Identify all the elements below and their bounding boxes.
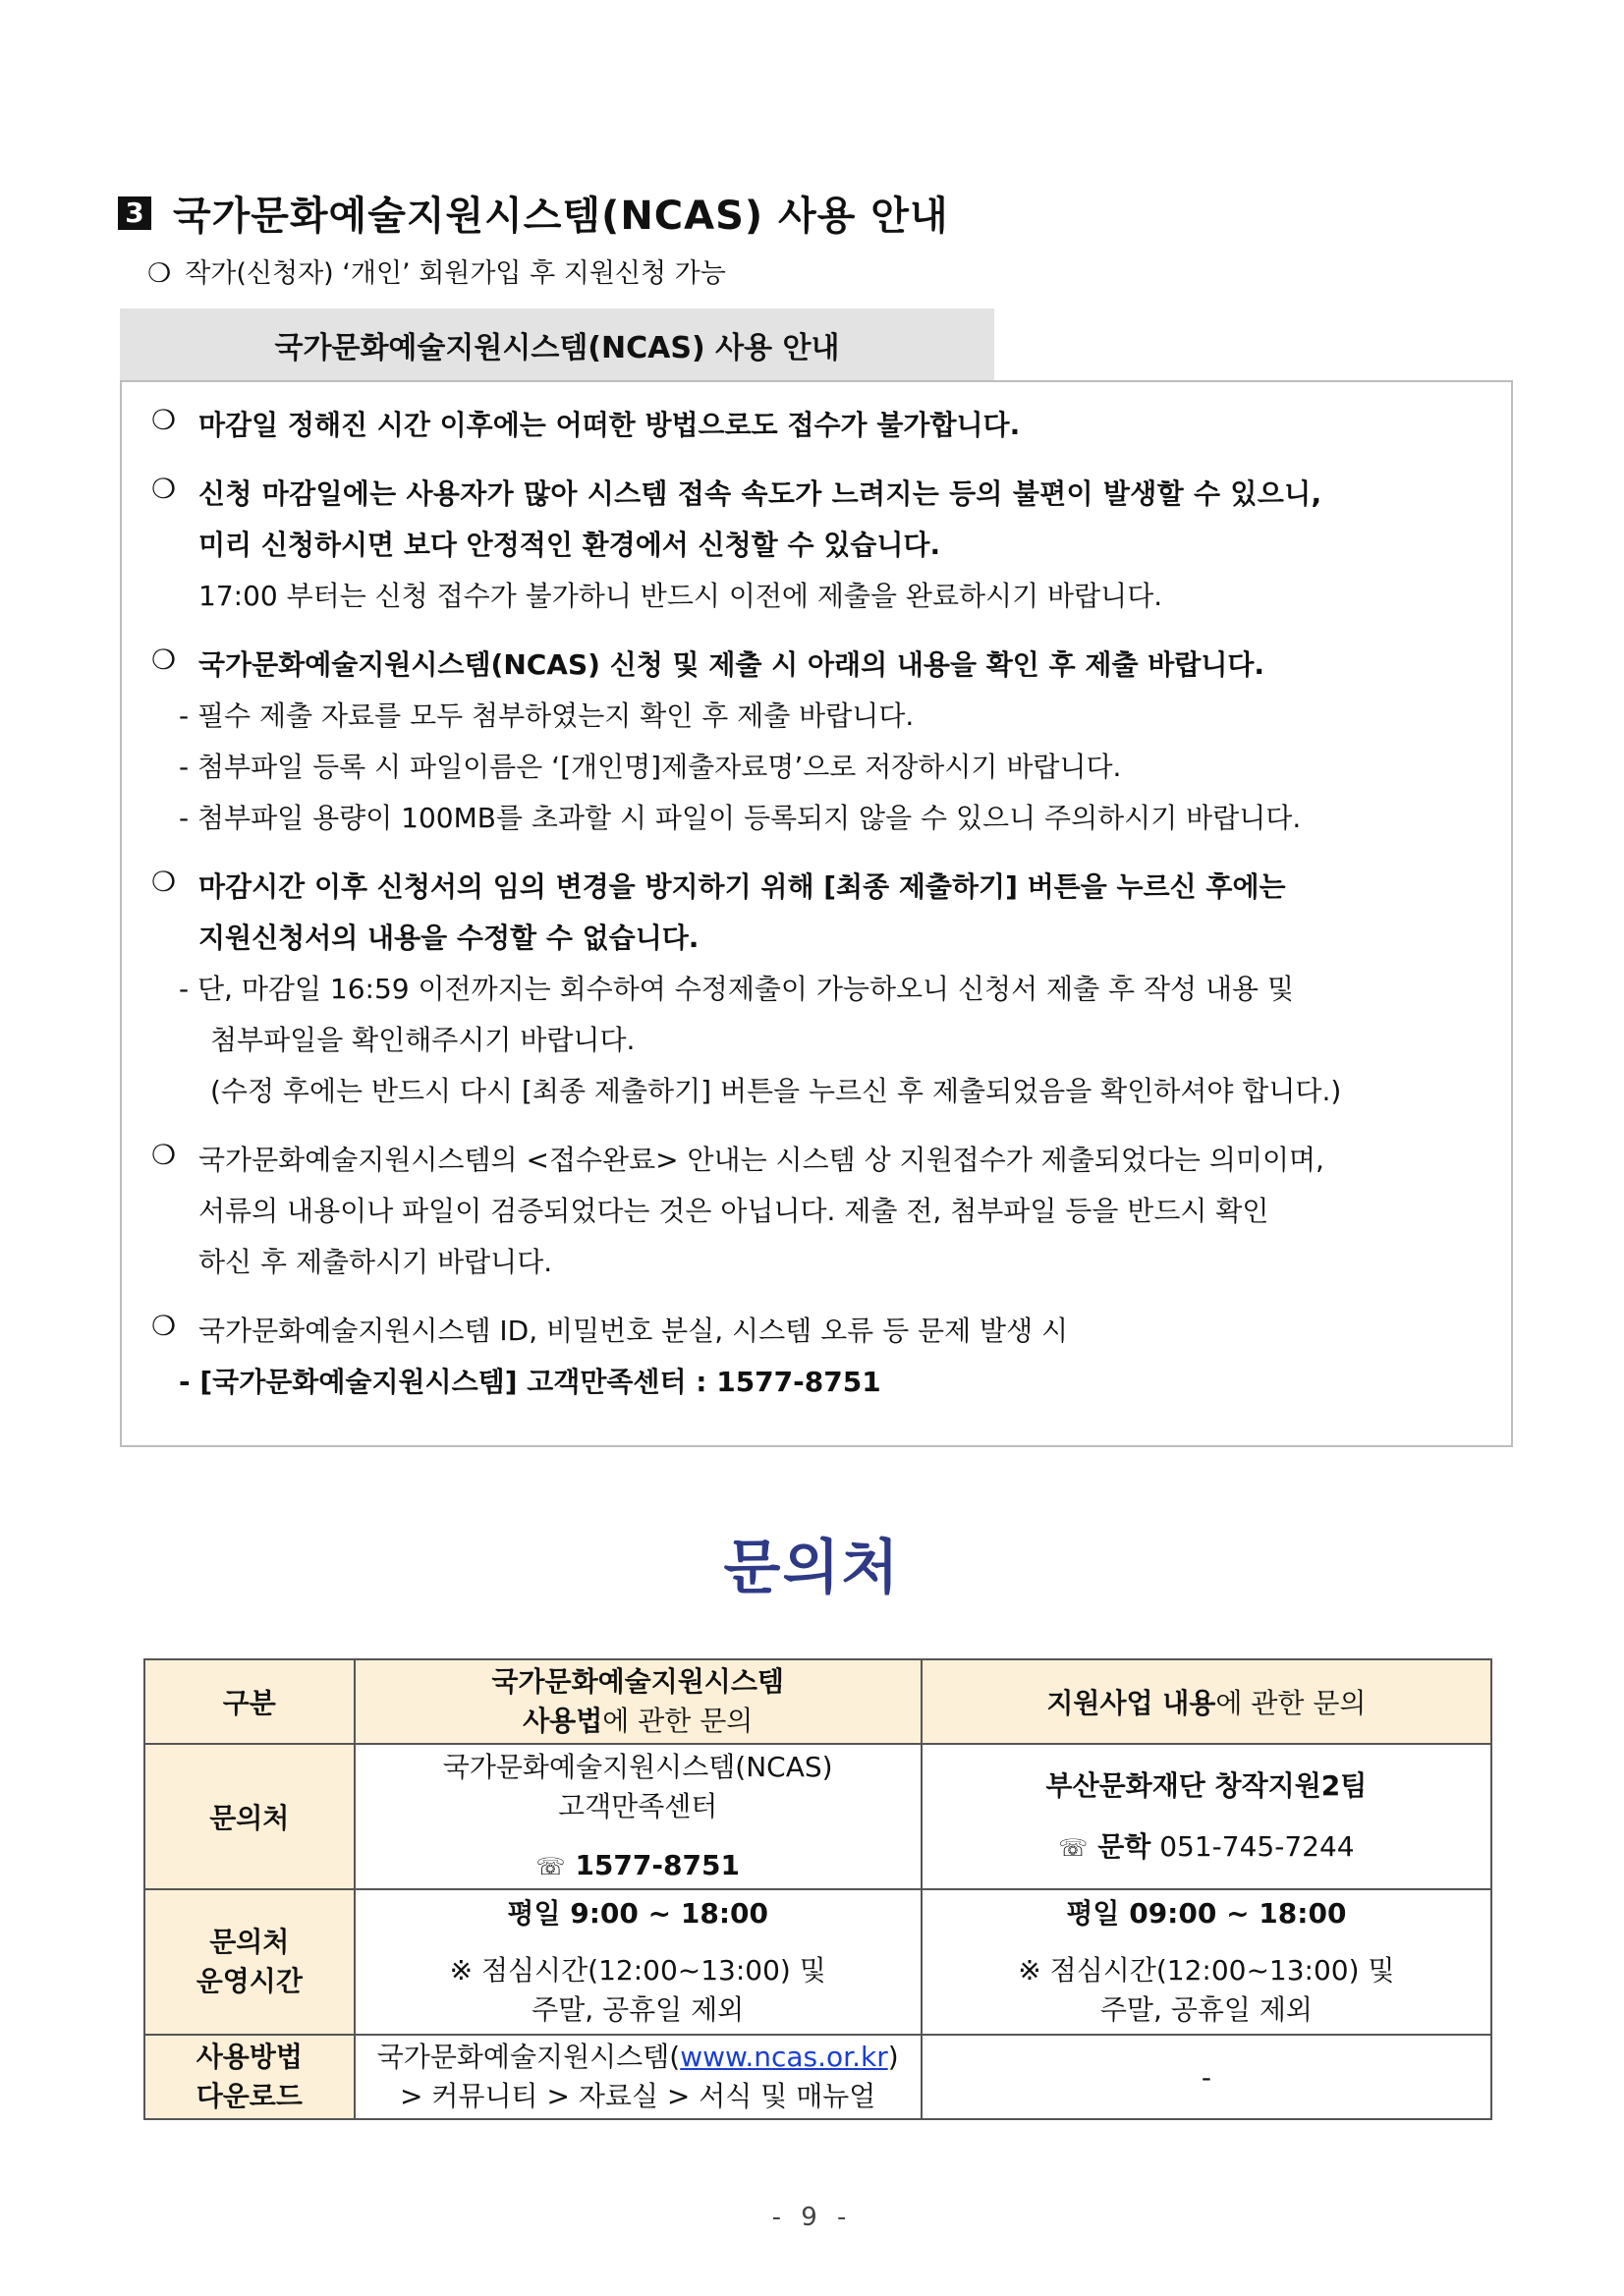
- row-label-contact: 문의처: [144, 1744, 355, 1889]
- notice-p2-line1: 신청 마감일에는 사용자가 많아 시스템 접속 속도가 느려지는 등의 불편이 발생할 수 있으니,: [198, 477, 1322, 510]
- notice-p6: 국가문화예술지원시스템 ID, 비밀번호 분실, 시스템 오류 등 문제 발생 시: [198, 1315, 1069, 1347]
- ncas-hours-cell: 평일 9:00 ~ 18:00 ※ 점심시간(12:00~13:00) 및 주말, 공휴일 제외: [355, 1889, 922, 2035]
- phone-icon: ☏: [1058, 1833, 1089, 1862]
- table-row: [144, 2035, 1491, 2119]
- section-heading: [118, 185, 949, 241]
- circle-bullet-icon: ❍: [151, 866, 177, 898]
- notice-p5-line3: 하신 후 제출하시기 바랍니다.: [198, 1246, 553, 1278]
- ncas-manual-cell: 국가문화예술지원시스템(www.ncas.or.kr) > 커뮤니티 > 자료실 > 서식 및 매뉴얼: [355, 2035, 922, 2119]
- notice-p3-sub2: - 첨부파일 등록 시 파일이름은 ‘[개인명]제출자료명’으로 저장하시기 바랍니다.: [179, 751, 1122, 783]
- circle-bullet-icon: ❍: [147, 258, 172, 289]
- notice-p2-line2: 미리 신청하시면 보다 안정적인 환경에서 신청할 수 있습니다.: [198, 529, 941, 561]
- circle-bullet-icon: ❍: [151, 404, 177, 436]
- table-row: [144, 1889, 1491, 2035]
- notice-p4-sub1: - 단, 마감일 16:59 이전까지는 회수하여 수정제출이 가능하오니 신청서 제출 후 작성 내용 및: [179, 973, 1295, 1005]
- ncas-website-link[interactable]: www.ncas.or.kr: [680, 2041, 888, 2073]
- notice-p2-line3: 17:00 부터는 신청 접수가 불가하니 반드시 이전에 제출을 완료하시기 바랍니다.: [198, 580, 1163, 612]
- phone-icon: ☏: [535, 1852, 566, 1880]
- notice-tab-title: 국가문화예술지원시스템(NCAS) 사용 안내: [120, 308, 994, 381]
- header-category: 구분: [144, 1659, 355, 1744]
- page-number: - 9 -: [771, 2203, 853, 2232]
- section-subnote: ❍ 작가(신청자) ‘개인’ 회원가입 후 지원신청 가능: [147, 258, 726, 289]
- contact-title: 문의처: [723, 1534, 901, 1602]
- section-title: 국가문화예술지원시스템(NCAS) 사용 안내: [173, 194, 949, 239]
- circle-bullet-icon: ❍: [151, 473, 177, 505]
- contact-table: [143, 1658, 1492, 2120]
- busan-hours-cell: 평일 09:00 ~ 18:00 ※ 점심시간(12:00~13:00) 및 주말, 공휴일 제외: [922, 1889, 1491, 2035]
- header-program-content: 지원사업 내용에 관한 문의: [922, 1659, 1491, 1744]
- notice-p3-sub1: - 필수 제출 자료를 모두 첨부하였는지 확인 후 제출 바랍니다.: [179, 700, 915, 732]
- notice-box: [120, 380, 1513, 1447]
- circle-bullet-icon: ❍: [151, 1139, 177, 1171]
- circle-bullet-icon: ❍: [151, 1310, 177, 1342]
- notice-p5-line2: 서류의 내용이나 파일이 검증되었다는 것은 아닙니다. 제출 전, 첨부파일 등을 반드시 확인: [198, 1195, 1269, 1227]
- notice-p4-line2: 지원신청서의 내용을 수정할 수 없습니다.: [198, 922, 700, 954]
- circle-bullet-icon: ❍: [151, 644, 177, 676]
- notice-p3: 국가문화예술지원시스템(NCAS) 신청 및 제출 시 아래의 내용을 확인 후 제출 바랍니다.: [198, 648, 1265, 681]
- notice-p4-sub3: (수정 후에는 반드시 다시 [최종 제출하기] 버튼을 누르신 후 제출되었음을 확인하셔야 합니다.): [210, 1075, 1342, 1107]
- notice-p3-sub3: - 첨부파일 용량이 100MB를 초과할 시 파일이 등록되지 않을 수 있으니 주의하시기 바랍니다.: [179, 802, 1302, 834]
- notice-p5-line1: 국가문화예술지원시스템의 <접수완료> 안내는 시스템 상 지원접수가 제출되었다는 의미이며,: [198, 1144, 1324, 1176]
- notice-p6-sub: - [국가문화예술지원시스템] 고객만족센터 : 1577-8751: [179, 1366, 881, 1398]
- notice-p1: 마감일 정해진 시간 이후에는 어떠한 방법으로도 접수가 불가합니다.: [198, 409, 1021, 441]
- row-label-hours: 문의처 운영시간: [144, 1889, 355, 2035]
- notice-p4-sub2: 첨부파일을 확인해주시기 바랍니다.: [210, 1024, 636, 1056]
- header-ncas-usage: 국가문화예술지원시스템 사용법에 관한 문의: [355, 1659, 922, 1744]
- row-label-manual: 사용방법 다운로드: [144, 2035, 355, 2119]
- table-row: [144, 1744, 1491, 1889]
- ncas-contact-cell: 국가문화예술지원시스템(NCAS) 고객만족센터 ☏ 1577-8751: [355, 1744, 922, 1889]
- section-number: 3: [118, 196, 151, 230]
- busan-manual-cell: -: [922, 2035, 1491, 2119]
- notice-p4-line1: 마감시간 이후 신청서의 임의 변경을 방지하기 위해 [최종 제출하기] 버튼을 누르신 후에는: [198, 870, 1286, 903]
- busan-contact-cell: 부산문화재단 창작지원2팀 ☏ 문학 051-745-7244: [922, 1744, 1491, 1889]
- table-header-row: [144, 1659, 1491, 1744]
